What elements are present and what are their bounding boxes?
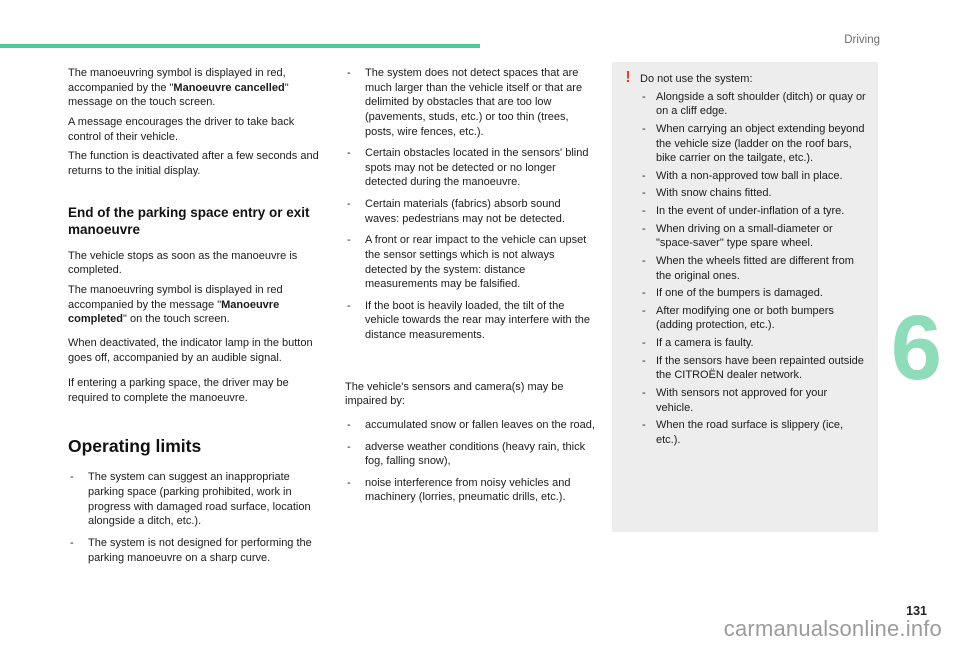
watermark: carmanualsonline.info: [723, 615, 942, 641]
list-item: - The system does not detect spaces that are much larger than the vehicle itself or that are delimited by obstacles that are too low (pavements, studs, etc.) or too thin (trees, posts, wire fences, etc.).: [345, 66, 595, 139]
warning-list: [640, 90, 866, 448]
list-item: - If a camera is faulty.: [640, 336, 866, 351]
paragraph: The vehicle stops as soon as the manoeuvre is completed.: [68, 249, 298, 277]
list-item: - When carrying an object extending beyond the vehicle size (ladder on the roof bars, bike carrier on the tailgate, etc.).: [640, 122, 866, 166]
list-item: - Certain obstacles located in the sensors' blind spots may not be detected or no longer detected during the manoeuvre.: [345, 146, 595, 190]
paragraph-text: The manoeuvring symbol is displayed in red accompanied by the message ": [68, 284, 283, 311]
bold-text: Manoeuvre cancelled: [173, 81, 285, 94]
paragraph-text: The manoeuvring symbol is displayed in red, accompanied by the ": [68, 67, 286, 94]
list-item: - adverse weather conditions (heavy rain, thick fog, falling snow),: [345, 440, 595, 469]
list-item: - accumulated snow or fallen leaves on the road,: [345, 418, 595, 433]
list-item: - Alongside a soft shoulder (ditch) or quay or on a cliff edge.: [640, 90, 866, 119]
list-item: - A front or rear impact to the vehicle can upset the sensor settings which is not always detected by the system: distance measurements may be falsified.: [345, 233, 595, 292]
list-item: - In the event of under-inflation of a tyre.: [640, 204, 866, 219]
list-item: - When the wheels fitted are different from the original ones.: [640, 254, 866, 283]
list-item: - If one of the bumpers is damaged.: [640, 286, 866, 301]
list-item: - When driving on a small-diameter or "space-saver" type spare wheel.: [640, 222, 866, 251]
paragraph: The vehicle's sensors and camera(s) may be impaired by:: [345, 380, 564, 408]
paragraph: When deactivated, the indicator lamp in the button goes off, accompanied by an audible signal.: [68, 336, 313, 364]
bold-text: Manoeuvre completed: [68, 298, 280, 326]
list-item: - With snow chains fitted.: [640, 186, 866, 201]
bullet-list: [68, 470, 325, 565]
list-item: - The system is not designed for performing the parking manoeuvre on a sharp curve.: [68, 536, 325, 565]
list-item: - After modifying one or both bumpers (adding protection, etc.).: [640, 304, 866, 333]
bullet-list: [345, 66, 595, 343]
paragraph: [68, 66, 325, 110]
section-heading: Operating limits: [68, 436, 202, 457]
warning-title: Do not use the system:: [640, 73, 753, 85]
paragraph: The function is deactivated after a few seconds and returns to the initial display.: [68, 150, 319, 177]
list-item: - If the sensors have been repainted outside the CITROËN dealer network.: [640, 354, 866, 383]
paragraph-text: " message on the touch screen.: [68, 81, 289, 109]
column-left: [68, 66, 325, 572]
list-item: - Certain materials (fabrics) absorb sound waves: pedestrians may not be detected.: [345, 197, 595, 226]
accent-rule: [0, 44, 480, 48]
paragraph: A message encourages the driver to take back control of their vehicle.: [68, 115, 295, 143]
warning-content: [612, 62, 878, 464]
paragraph-text: " on the touch screen.: [123, 313, 230, 326]
paragraph: If entering a parking space, the driver may be required to complete the manoeuvre.: [68, 377, 289, 404]
section-heading: End of the parking space entry or exit manoeuvre: [68, 205, 310, 237]
list-item: - With sensors not approved for your vehicle.: [640, 386, 866, 415]
bullet-list: [345, 418, 595, 505]
list-item: - If the boot is heavily loaded, the tilt of the vehicle towards the rear may interfere with the distance measurements.: [345, 299, 595, 343]
list-item: - When the road surface is slippery (ice, etc.).: [640, 418, 866, 447]
list-item: - With a non-approved tow ball in place.: [640, 169, 866, 184]
list-item: - The system can suggest an inappropriate parking space (parking prohibited, work in progress with damaged road surface, location alongside a ditch, etc.).: [68, 470, 325, 529]
column-middle: [345, 66, 595, 512]
paragraph: [68, 283, 325, 327]
list-item: - noise interference from noisy vehicles and machinery (lorries, pneumatic drills, etc.).: [345, 476, 595, 505]
chapter-number: 6: [890, 297, 942, 399]
section-label: Driving: [844, 34, 880, 46]
warning-exclamation-icon: !: [625, 69, 631, 86]
page-number: 131: [906, 604, 927, 618]
warning-box: [612, 62, 878, 532]
